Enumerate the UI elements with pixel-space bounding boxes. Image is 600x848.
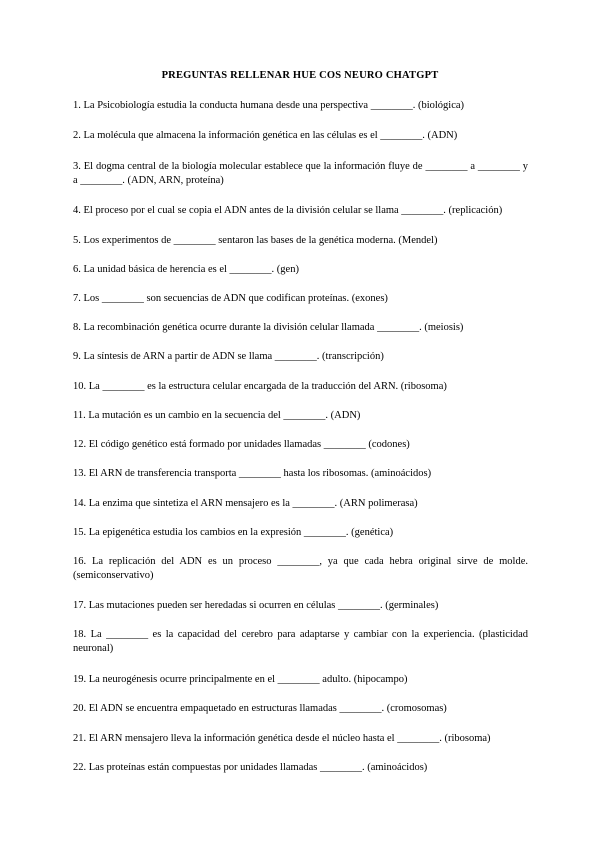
question-17: 17. Las mutaciones pueden ser heredadas si ocurren en células ________. (germinales)	[73, 600, 439, 611]
question-6: 6. La unidad básica de herencia es el ________. (gen)	[73, 264, 299, 275]
question-5: 5. Los experimentos de ________ sentaron las bases de la genética moderna. (Mendel)	[73, 235, 438, 246]
question-1: 1. La Psicobiología estudia la conducta humana desde una perspectiva ________. (biológica)	[73, 100, 465, 111]
question-18: 18. La ________ es la capacidad del cerebro para adaptarse y cambiar con la experiencia. (plasticidad neuronal)	[73, 629, 528, 654]
question-3: 3. El dogma central de la biología molecular establece que la información fluye de ________ a ________ y a ________. (ADN, ARN, proteína)	[73, 161, 528, 186]
question-13: 13. El ARN de transferencia transporta ________ hasta los ribosomas. (aminoácidos)	[73, 468, 432, 479]
question-8: 8. La recombinación genética ocurre durante la división celular llamada ________. (meiosis)	[73, 322, 464, 333]
question-21: 21. El ARN mensajero lleva la información genética desde el núcleo hasta el ________. (ribosoma)	[73, 733, 491, 744]
question-14: 14. La enzima que sintetiza el ARN mensajero es la ________. (ARN polimerasa)	[73, 498, 418, 509]
question-15: 15. La epigenética estudia los cambios en la expresión ________. (genética)	[73, 527, 394, 538]
question-11: 11. La mutación es un cambio en la secuencia del ________. (ADN)	[73, 410, 361, 421]
question-2: 2. La molécula que almacena la información genética en las células es el ________. (ADN)	[73, 130, 458, 141]
question-9: 9. La síntesis de ARN a partir de ADN se llama ________. (transcripción)	[73, 351, 384, 362]
question-7: 7. Los ________ son secuencias de ADN que codifican proteínas. (exones)	[73, 293, 388, 304]
question-19: 19. La neurogénesis ocurre principalmente en el ________ adulto. (hipocampo)	[73, 674, 408, 685]
question-20: 20. El ADN se encuentra empaquetado en estructuras llamadas ________. (cromosomas)	[73, 703, 447, 714]
question-16: 16. La replicación del ADN es un proceso ________, ya que cada hebra original sirve de molde. (semiconservativo)	[73, 556, 528, 581]
question-10: 10. La ________ es la estructura celular encargada de la traducción del ARN. (ribosoma)	[73, 381, 447, 392]
question-12: 12. El código genético está formado por unidades llamadas ________ (codones)	[73, 439, 410, 450]
document-title: PREGUNTAS RELLENAR HUE COS NEURO CHATGPT	[161, 70, 439, 81]
question-4: 4. El proceso por el cual se copia el ADN antes de la división celular se llama ________. (replicación)	[73, 205, 503, 216]
question-22: 22. Las proteínas están compuestas por unidades llamadas ________. (aminoácidos)	[73, 762, 428, 773]
